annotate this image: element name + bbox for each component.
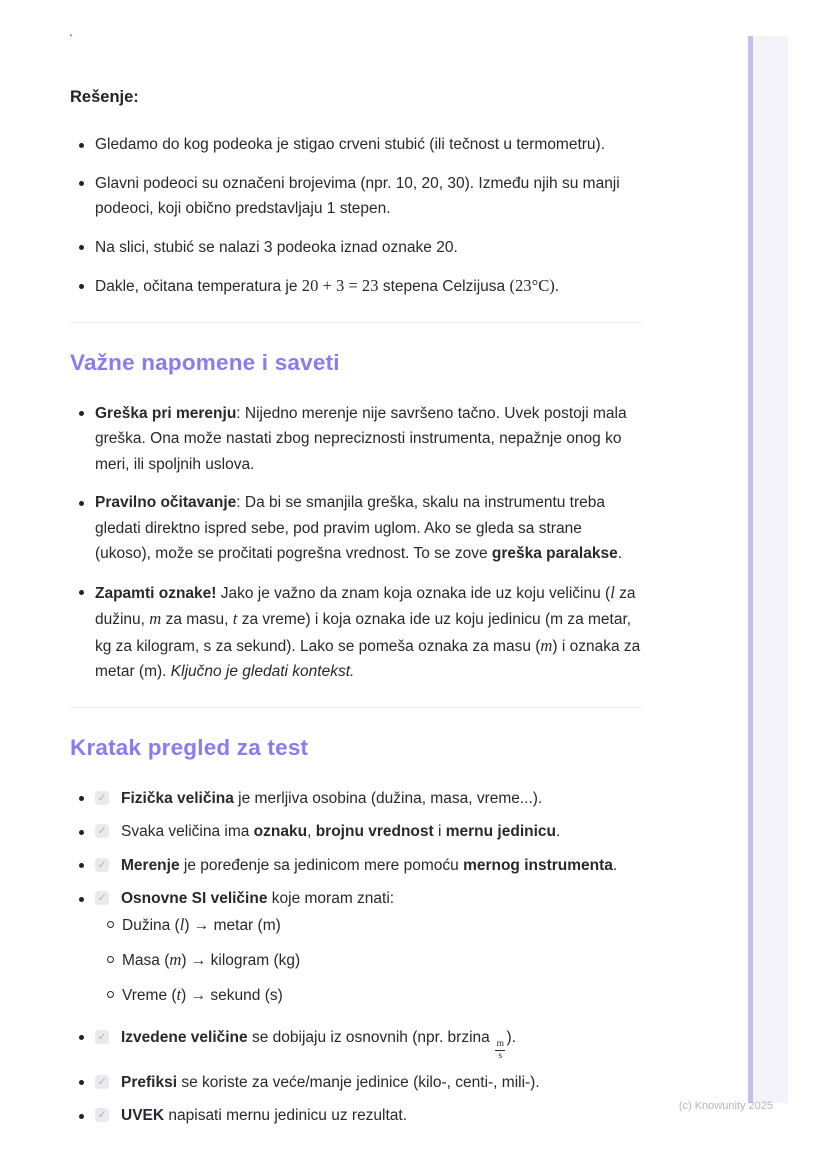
checkbox-checked-icon: ✓ [95, 858, 109, 872]
bullet-icon [70, 1103, 95, 1129]
list-item-body [121, 853, 642, 879]
page-edge-panel [748, 36, 788, 1103]
checkbox-checked-icon: ✓ [95, 891, 109, 905]
list-item-text: Vreme (t) → sekund (s) [122, 984, 283, 1004]
notes-list [70, 401, 642, 685]
list-item-text: Masa (m) → kilogram (kg) [122, 949, 301, 969]
list-item [105, 947, 642, 974]
list-item-text: Prefiksi se koriste za veće/manje jedinice (kilo-, centi-, mili-). [121, 1073, 540, 1091]
list-item-body [121, 1103, 642, 1129]
solution-list [70, 132, 642, 300]
section-divider [70, 707, 642, 708]
list-item-body [121, 886, 642, 1017]
list-item [70, 401, 642, 478]
checkbox-wrap [95, 1103, 121, 1129]
list-item-body [95, 132, 642, 158]
list-item [70, 490, 642, 567]
bullet-icon [70, 490, 95, 567]
list-item [70, 886, 642, 1017]
bullet-icon [70, 819, 95, 845]
list-item-body [95, 273, 642, 300]
checkbox-wrap [95, 1070, 121, 1096]
footer-copyright: (c) Knowunity 2025 [678, 1100, 773, 1112]
bullet-icon [70, 580, 95, 685]
bullet-icon [70, 273, 95, 300]
section-divider [70, 322, 642, 323]
list-item-body [95, 171, 642, 222]
list-item-body [121, 1025, 642, 1062]
list-item [70, 235, 642, 261]
list-item-body [122, 947, 642, 974]
list-item [70, 1025, 642, 1062]
list-item [70, 1070, 642, 1096]
list-item [105, 982, 642, 1009]
list-item-body [95, 490, 642, 567]
checkbox-checked-icon: ✓ [95, 791, 109, 805]
list-item-body [121, 1070, 642, 1096]
bullet-icon [70, 853, 95, 879]
list-item-text: Pravilno očitavanje: Da bi se smanjila greška, skalu na instrumentu treba gledati direktno ispred sebe, pod pravim uglom. Ako se gleda sa strane (ukoso), može se pročitati pogrešna vrednost. To se zove greška paralakse. [95, 494, 623, 562]
bullet-icon [70, 886, 95, 1017]
list-item-text: Greška pri merenju: Nijedno merenje nije savršeno tačno. Uvek postoji mala greška. Ona može nastati zbog nepreciznosti instrumenta, nepažnje onog ko meri, ili spoljnih uslova. [95, 404, 627, 473]
checkbox-wrap [95, 853, 121, 879]
list-item [70, 786, 642, 812]
bullet-icon [70, 401, 95, 478]
circle-bullet-icon [105, 947, 122, 974]
list-item [70, 132, 642, 158]
list-item-text: Izvedene veličine se dobijaju iz osnovnih (npr. brzina $\frac{m}{s}$ ). [121, 1028, 516, 1061]
list-item [70, 273, 642, 300]
review-checklist [70, 786, 642, 1129]
list-item-text: Fizička veličina je merljiva osobina (dužina, masa, vreme...). [121, 789, 543, 807]
notes-heading: Važne napomene i saveti [70, 349, 340, 375]
list-item [70, 1103, 642, 1129]
list-item-body [95, 580, 642, 685]
list-item-text: Gledamo do kog podeoka je stigao crveni stubić (ili tečnost u termometru). [95, 136, 606, 153]
checkbox-checked-icon: ✓ [95, 824, 109, 838]
list-item-text: UVEK napisati mernu jedinicu uz rezultat. [121, 1107, 408, 1124]
circle-bullet-icon [105, 982, 122, 1009]
list-item-text: Merenje je poređenje sa jedinicom mere pomoću mernog instrumenta. [121, 856, 618, 874]
checkbox-wrap [95, 819, 121, 845]
bullet-icon [70, 171, 95, 222]
stray-backtick: ` [69, 32, 74, 47]
bullet-icon [70, 132, 95, 158]
list-item-body [95, 401, 642, 478]
list-item [70, 580, 642, 685]
list-item-body [121, 786, 642, 812]
list-item-body [95, 235, 642, 261]
list-item-text: Svaka veličina ima oznaku, brojnu vrednost i mernu jedinicu. [121, 823, 561, 840]
checkbox-checked-icon: ✓ [95, 1030, 109, 1044]
list-item-text: Dužina (l) → metar (m) [122, 914, 281, 934]
list-item-body [122, 982, 642, 1009]
review-heading: Kratak pregled za test [70, 734, 309, 760]
fraction-unit: $\frac{m}{s}$ [496, 1038, 504, 1061]
list-item-text: Zapamti oznake! Jako je važno da znam koja oznaka ide uz koju veličinu (l za dužinu, m za masu, t za vreme) i koja oznaka ide uz koju jedinicu (m za metar, kg za kilogram, s za sekund). Lako se pomeša oznaka za masu (m) i oznaka za metar (m). Ključno je gledati kontekst. [95, 582, 641, 680]
list-item-text: Glavni podeoci su označeni brojevima (npr. 10, 20, 30). Između njih su manji podeoci, koji obično predstavljaju 1 stepen. [95, 174, 620, 217]
bullet-icon [70, 1070, 95, 1096]
bullet-icon [70, 1025, 95, 1062]
bullet-icon [70, 235, 95, 261]
document-content [70, 0, 642, 1137]
sublist [105, 912, 642, 1009]
checkbox-wrap [95, 786, 121, 812]
list-item [105, 912, 642, 939]
list-item-body [122, 912, 642, 939]
list-item [70, 853, 642, 879]
circle-bullet-icon [105, 912, 122, 939]
list-item-text: Dakle, očitana temperatura je 20 + 3 = 23 stepena Celzijusa (23°C). [95, 276, 560, 295]
list-item-text: Osnovne SI veličine koje moram znati: [121, 890, 395, 907]
checkbox-checked-icon: ✓ [95, 1108, 109, 1122]
list-item [70, 171, 642, 222]
bullet-icon [70, 786, 95, 812]
checkbox-checked-icon: ✓ [95, 1075, 109, 1089]
solution-heading: Rešenje: [70, 88, 139, 106]
list-item-text: Na slici, stubić se nalazi 3 podeoka iznad oznake 20. [95, 238, 458, 256]
checkbox-wrap [95, 1025, 121, 1062]
list-item [70, 819, 642, 845]
list-item-body [121, 819, 642, 845]
